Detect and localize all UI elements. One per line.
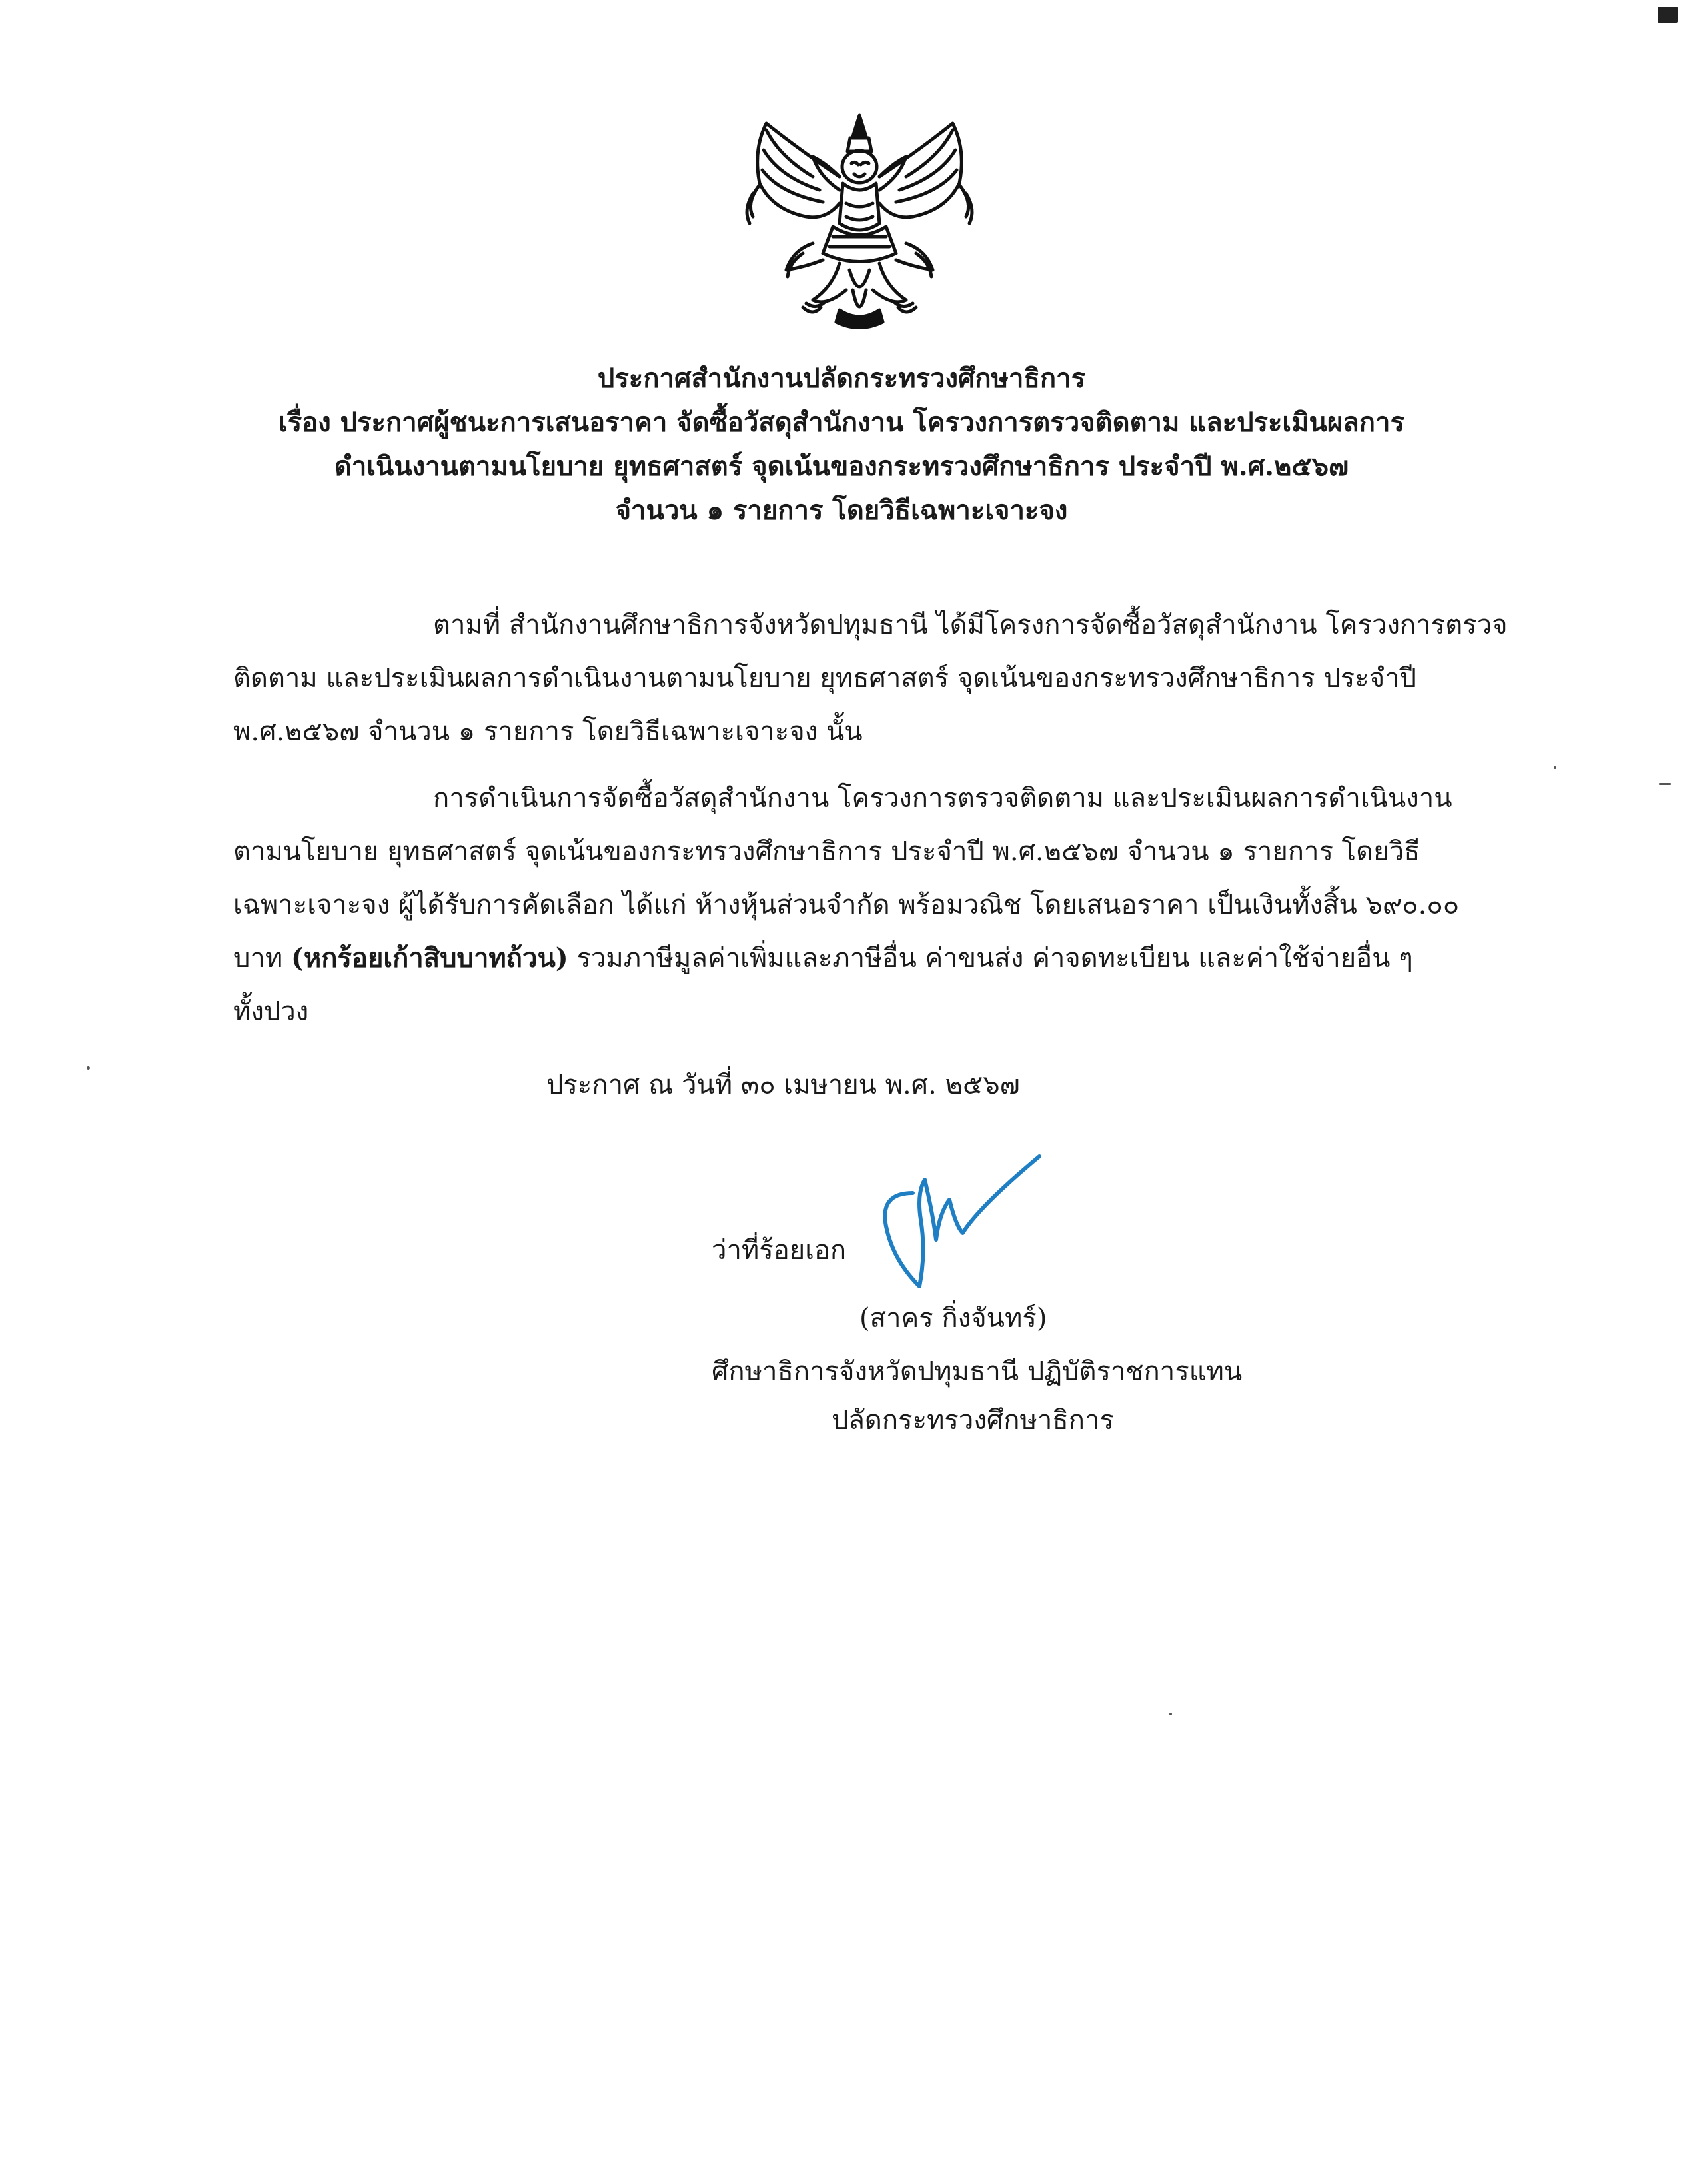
scan-speck <box>1554 766 1556 769</box>
announcement-date: ประกาศ ณ วันที่ ๓๐ เมษายน พ.ศ. ๒๕๖๗ <box>546 1070 1020 1100</box>
scan-speck <box>1169 1713 1172 1715</box>
garuda-emblem-icon <box>740 110 979 337</box>
paragraph-1-line-2: ติดตาม และประเมินผลการดำเนินงานตามนโยบาย ยุทธศาสตร์ จุดเน้นของกระทรวงศึกษาธิการ ประจำปี <box>233 663 1417 694</box>
scan-speck <box>87 1066 90 1070</box>
paragraph-1-line-3: พ.ศ.๒๕๖๗ จำนวน ๑ รายการ โดยวิธีเฉพาะเจาะจง นั้น <box>233 716 863 747</box>
handwritten-signature <box>873 1153 1053 1293</box>
signatory-rank: ว่าที่ร้อยเอก <box>712 1235 847 1266</box>
amount-in-words: (หกร้อยเก้าสิบบาทถ้วน) <box>290 942 568 974</box>
signatory-position-2: ปลัดกระทรวงศึกษาธิการ <box>832 1405 1114 1436</box>
paragraph-2-line-3: เฉพาะเจาะจง ผู้ได้รับการคัดเลือก ได้แก่ ห้างหุ้นส่วนจำกัด พร้อมวณิช โดยเสนอราคา เป็นเงินทั้งสิ้น ๖๙๐.๐๐ <box>233 890 1460 920</box>
paragraph-1-line-1: ตามที่ สำนักงานศึกษาธิการจังหวัดปทุมธานี ได้มีโครงการจัดซื้อวัสดุสำนักงาน โครวงการตรวจ <box>433 610 1508 640</box>
document-title: ประกาศสำนักงานปลัดกระทรวงศึกษาธิการ <box>597 363 1086 394</box>
subject-line-3: จำนวน ๑ รายการ โดยวิธีเฉพาะเจาะจง <box>615 495 1068 526</box>
paragraph-2-line-2: ตามนโยบาย ยุทธศาสตร์ จุดเน้นของกระทรวงศึกษาธิการ ประจำปี พ.ศ.๒๕๖๗ จำนวน ๑ รายการ โดยวิธี <box>233 836 1420 867</box>
signatory-name: (สาคร กิ่งจันทร์) <box>859 1303 1047 1334</box>
paragraph-2-line-4 <box>233 936 1413 980</box>
subject-line-1: เรื่อง ประกาศผู้ชนะการเสนอราคา จัดซื้อวัสดุสำนักงาน โครวงการตรวจติดตาม และประเมินผลการ <box>279 407 1404 438</box>
tax-clause: รวมภาษีมูลค่าเพิ่มและภาษีอื่น ค่าขนส่ง ค่าจดทะเบียน และค่าใช้จ่ายอื่น ๆ <box>576 943 1413 974</box>
subject-line-2: ดำเนินงานตามนโยบาย ยุทธศาสตร์ จุดเน้นของกระทรวงศึกษาธิการ ประจำปี พ.ศ.๒๕๖๗ <box>334 451 1349 482</box>
paragraph-2-line-1: การดำเนินการจัดซื้อวัสดุสำนักงาน โครวงการตรวจติดตาม และประเมินผลการดำเนินงาน <box>433 783 1452 814</box>
baht-word: บาท <box>233 943 283 974</box>
scan-edge-mark <box>1659 783 1671 785</box>
paragraph-2-line-5: ทั้งปวง <box>233 996 309 1027</box>
scan-edge-mark <box>1658 7 1678 23</box>
signatory-position-1: ศึกษาธิการจังหวัดปทุมธานี ปฏิบัติราชการแทน <box>712 1356 1243 1387</box>
